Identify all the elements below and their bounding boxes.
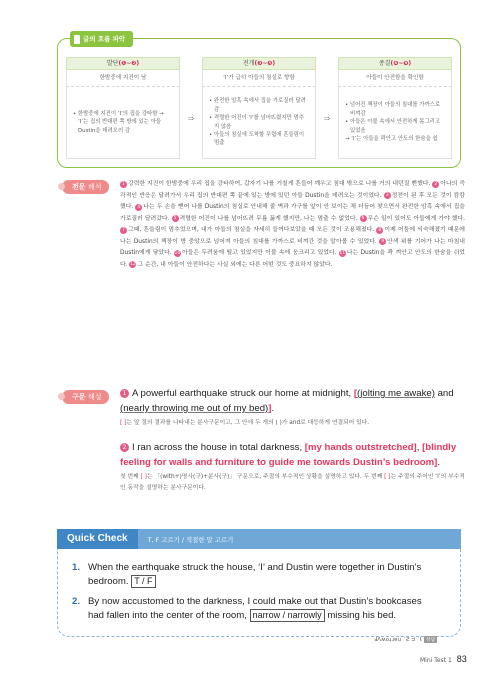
- question-text: By now accustomed to the darkness, I could make out that Dustin’s bookcases had fallen into the center of the room,: [88, 596, 422, 621]
- grammar-label: [62, 390, 109, 404]
- flow-point: • 격렬한 어진이 ‘I’를 넘어뜨렸지만 멈추지 않음: [209, 115, 304, 130]
- footer-label: Mini Test 1: [420, 657, 452, 664]
- sentence-number-badge: 9: [379, 238, 386, 245]
- flow-column-body: [202, 87, 316, 159]
- translation-sentence: 아들은 두려움에 떨고 있었지만 이불 속에 웅크리고 있었다.: [181, 250, 339, 256]
- bracket-mark: [ ]: [120, 420, 127, 426]
- translation-sentence: 나는 Dustin을 꽉 껴안고 안도의 한숨을 쉬었다.: [120, 250, 465, 268]
- question-number: 1.: [72, 562, 81, 573]
- flow-point: • 완전한 암흑 속에서 집을 가로질러 달려감: [209, 98, 306, 113]
- flow-column-development: [202, 57, 316, 159]
- question-number: 2.: [72, 596, 81, 607]
- sentence-number-badge: 1: [120, 181, 127, 188]
- sentence-text: and: [434, 388, 454, 399]
- translation-sentence: 이제 어둠에 익숙해졌기 때문에 나는 Dustin의 책장이 방 중앙으로 넘어져 아들의 침대를 가까스로 비껴간 것을 알아볼 수 있었다.: [120, 227, 465, 245]
- translation-label-sub: 해석: [87, 183, 102, 191]
- answer-tag: 정답: [425, 638, 436, 643]
- translation-sentence: 아나의 즉각적인 반응은 달려가서 우리 집의 반대편 쪽 끝에 있는 방에 있던 아들 Dustin을 데려오는 것이었다.: [120, 181, 465, 199]
- sentence-number-badge: 2: [120, 443, 129, 452]
- quick-check-title: Quick Check: [57, 529, 138, 549]
- story-flow-tag-label: 글의 흐름 파악: [83, 35, 126, 43]
- quick-check-header: [57, 529, 461, 549]
- sentence-text: A powerful earthquake struck our home at midnight,: [132, 388, 354, 399]
- arrow-right-icon: ⇒: [187, 113, 195, 123]
- bracket-mark: [ ]: [140, 474, 147, 480]
- answer-text: Ⅎ‌‌‌Ʌʍoɹɹɐu ˙Ƨ ᖵ ˙Ɩ: [374, 637, 422, 643]
- sentence-text: ,: [416, 442, 423, 453]
- tag-bar-icon: [74, 35, 80, 44]
- flow-point: → ‘I’는 아들을 꽉안고 안도의 한숨을 쉼: [345, 136, 438, 143]
- sentence-text: .: [271, 403, 275, 414]
- page-footer: [420, 654, 467, 664]
- grammar-label-sub: 해설: [87, 393, 102, 401]
- flow-stage-range: (❸~❺): [254, 60, 276, 67]
- translation-sentence: 안색 위를 기어가 나는 마침내 Dustin에게 닿았다.: [120, 238, 465, 256]
- explanation-text: 는 주절의 주어인 ‘I’의 부수적인 동작을 설명하는 분사구문이다.: [120, 474, 465, 491]
- sentence-number-badge: 8: [376, 227, 383, 234]
- story-flow-box: [57, 35, 461, 168]
- flow-point: • 아들은 이불 속에서 안전하게 몸그리고 있었음: [345, 119, 441, 134]
- sentence-number-badge: 10: [174, 250, 181, 256]
- page-number: 83: [456, 654, 467, 664]
- flow-point: • 아들의 침실에 도착할 무렵에 흔들림이 멈춤: [209, 131, 305, 147]
- translation-label: [62, 180, 109, 194]
- participle-phrase: (jolting me awake): [357, 388, 435, 399]
- grammar-item-1: [120, 386, 468, 429]
- bracket-mark: [ ]: [384, 474, 391, 480]
- flow-column-summary: ‘I’가 급히 아들의 침실로 향함: [202, 70, 316, 87]
- true-false-choice[interactable]: T / F: [131, 575, 155, 588]
- bracket-mark: [: [353, 388, 358, 399]
- flow-column-conclusion: [338, 57, 452, 159]
- sentence-number-badge: 11: [339, 250, 346, 256]
- flow-column-head: [338, 57, 452, 70]
- quick-check-question-2: [72, 595, 440, 623]
- question-text: missing his bed.: [327, 610, 397, 621]
- translation-sentence: 격렬한 어진이 나를 넘어뜨려 무릎 꿇게 했지만, 나는 멈출 수 없었다.: [179, 215, 360, 222]
- grammar-sentence: [120, 386, 468, 416]
- sentence-text: .: [437, 457, 441, 468]
- story-flow-tag: [70, 31, 133, 47]
- translation-sentence: 그때, 흔들림이 멈추었으며, 내가 아들의 침실을 자세히 들여다보았을 때 모든 것이 조용해졌다.: [128, 227, 377, 233]
- sentence-number-badge: 2: [432, 181, 439, 188]
- grammar-label-main: 구문: [72, 393, 86, 401]
- flow-column-summary: 아들이 안전함을 확인함: [338, 70, 452, 87]
- flow-column-body: [66, 87, 180, 159]
- participle-phrase: [blindly feeling for walls and furniture to guide me towards Dustin’s bedroom]: [120, 442, 457, 468]
- explanation-text: 는 앞 절의 결과를 나타내는 분사구문이고, 그 안에 두 개의 ( )가 and로 대등하게 연결되어 있다.: [126, 420, 370, 426]
- quick-check-box: [57, 549, 461, 637]
- quick-check-instructions: T, F 고르기 / 적절한 말 고르기: [147, 535, 234, 544]
- translation-sentence: 나는 두 손을 뻗어 나를 Dustin의 침실로 안내해 줄 벽과 가구를 앞이 안 보이는 채 더듬어 찾으면서 완전한 암흑 속에서 집을 가로질러 달려갔다.: [120, 204, 465, 222]
- translation-sentence: 무슨 일이 있어도 아들에게 가야 했다.: [367, 215, 466, 222]
- story-flow-columns: [66, 57, 452, 159]
- sentence-text: I ran across the house in total darkness,: [132, 442, 305, 453]
- word-choice[interactable]: narrow / narrowly: [250, 609, 325, 622]
- flow-stage-range: (❻~❾): [390, 60, 412, 67]
- translation-sentence: 그 순간, 내 아들이 안전하다는 사실 외에는 다른 어떤 것도 중요하지 않았다.: [137, 261, 333, 268]
- flow-stage-label: 발단: [106, 60, 119, 67]
- bracket-mark: ]: [268, 403, 272, 414]
- flow-stage-range: (❶~❷): [118, 60, 140, 67]
- sentence-number-badge: 1: [120, 389, 129, 398]
- flow-point: • 넘어진 책장이 아들의 침대를 가까스로 비껴감: [345, 102, 441, 117]
- sentence-number-badge: 12: [130, 262, 136, 267]
- flow-column-head: [202, 57, 316, 70]
- arrow-right-icon: ⇒: [323, 113, 331, 123]
- flow-column-beginning: [66, 57, 180, 159]
- sentence-number-badge: 6: [360, 215, 367, 222]
- grammar-item-2: [120, 440, 468, 493]
- sentence-number-badge: 5: [172, 215, 179, 222]
- participle-phrase: (nearly throwing me out of my bed): [120, 403, 269, 414]
- absolute-phrase: [my hands outstretched]: [304, 442, 417, 453]
- translation-sentence: 정전이 된 후 모든 것이 캄캄했다.: [120, 192, 465, 210]
- explanation-text: 는 「(with+)명사(구)+분사(구)」 구문으로, 주절의 부수적인 상황을 설명하고 있다. 두 번째: [146, 474, 385, 480]
- sentence-number-badge: 3: [384, 192, 391, 199]
- question-text: When the earthquake struck the house, ‘I’ and Dustin were together in Dustin’s bedroom.: [88, 562, 422, 587]
- flow-column-summary: 한밤중에 지진이 남: [66, 70, 180, 87]
- sentence-number-badge: 4: [135, 204, 142, 211]
- flow-column-head: [66, 57, 180, 70]
- upside-down-answer: [374, 636, 437, 644]
- grammar-explanation: [120, 418, 468, 429]
- translation-sentence: 강력한 지진이 한밤중에 우리 집을 강타하여, 갑자기 나를 거칠게 흔들어 깨우고 침대 밖으로 나를 거의 내던질 뻔했다.: [128, 181, 433, 187]
- full-translation-text: [120, 179, 465, 271]
- translation-label-main: 전문: [72, 183, 86, 191]
- flow-column-body: [338, 87, 452, 159]
- grammar-explanation: [120, 472, 468, 493]
- flow-point: • 한밤중에 지진이 ‘I’의 집을 강타함 → ‘I’는 집의 반대편 쪽 방에 있는 아들 Dustin을 데려오러 감: [73, 110, 164, 134]
- flow-stage-label: 전개: [242, 60, 255, 67]
- explanation-text: 첫 번째: [120, 474, 141, 480]
- flow-stage-label: 종결: [378, 60, 391, 67]
- grammar-sentence: [120, 440, 468, 470]
- quick-check-question-1: [72, 561, 440, 589]
- sentence-number-badge: 7: [120, 227, 127, 234]
